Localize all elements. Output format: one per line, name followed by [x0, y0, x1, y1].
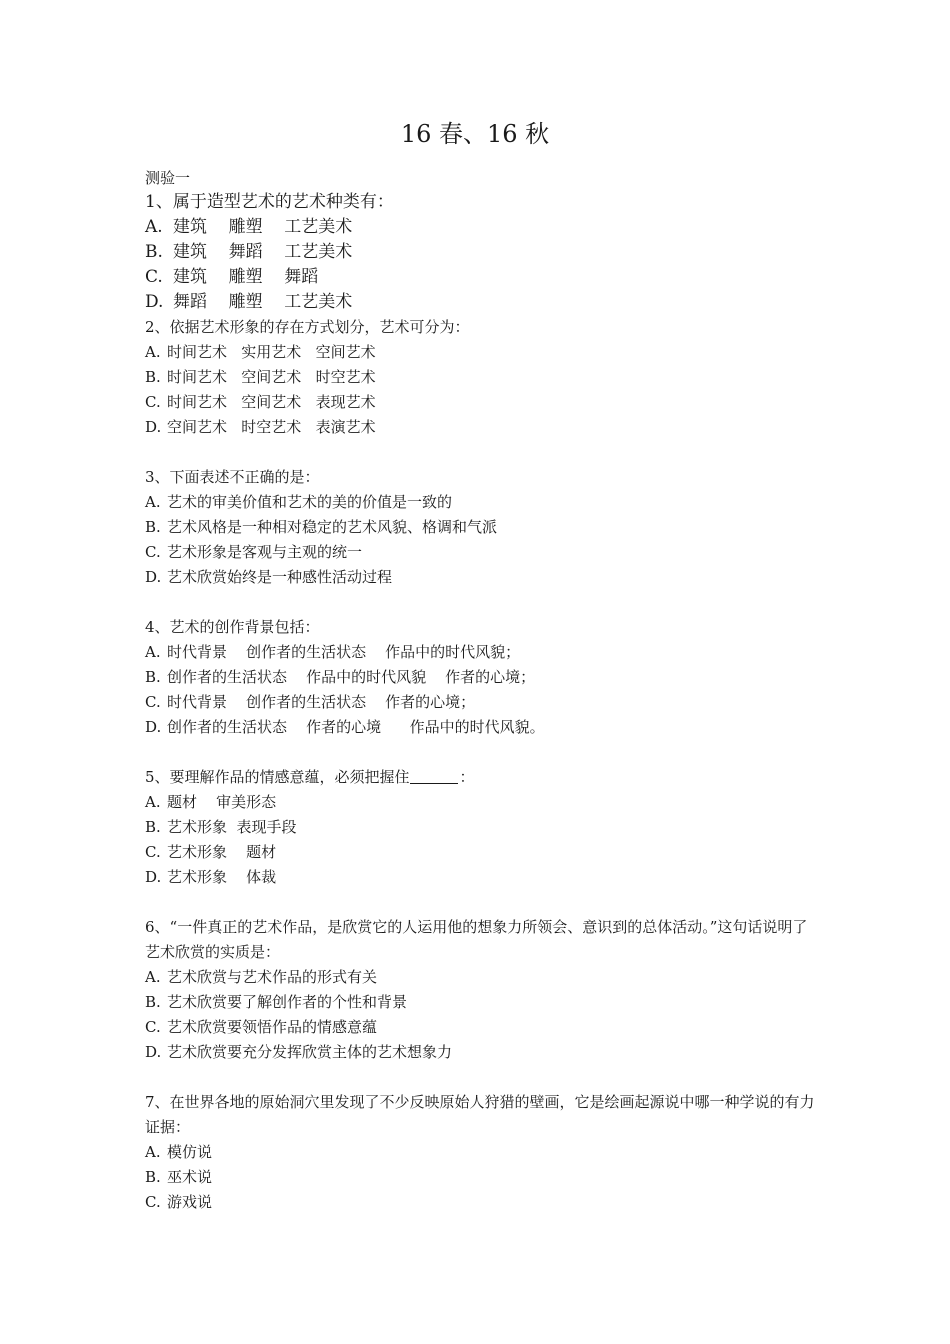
option-c — [145, 540, 815, 565]
stem-text: 5、要理解作品的情感意蕴，必须把握住 — [145, 768, 410, 786]
option-text: 空间艺术 时空艺术 表演艺术 — [167, 418, 376, 436]
question-stem: 7、在世界各地的原始洞穴里发现了不少反映原始人狩猎的壁画，它是绘画起源说中哪一种学说的有力证据： — [145, 1093, 815, 1136]
option-letter: A. — [145, 1143, 161, 1161]
document-title: 16 春、16 秋 — [400, 120, 550, 148]
option-text: 艺术的审美价值和艺术的美的价值是一致的 — [167, 493, 453, 511]
option-letter: D. — [145, 1043, 162, 1061]
spacer — [145, 890, 815, 915]
option-letter: D. — [145, 868, 162, 886]
option-c — [145, 265, 815, 290]
option-letter: C. — [145, 267, 163, 287]
option-letter: B. — [145, 518, 161, 536]
option-text: 艺术欣赏要了解创作者的个性和背景 — [167, 993, 408, 1011]
option-text: 建筑 舞蹈 工艺美术 — [173, 242, 353, 262]
option-d — [145, 565, 815, 590]
section-label: 测验一 — [145, 169, 191, 187]
option-text: 艺术欣赏要充分发挥欣赏主体的艺术想象力 — [167, 1043, 453, 1061]
option-text: 时间艺术 实用艺术 空间艺术 — [167, 343, 376, 361]
question-stem — [145, 765, 815, 790]
option-text: 艺术欣赏与艺术作品的形式有关 — [167, 968, 378, 986]
option-text: 艺术形象是客观与主观的统一 — [167, 543, 363, 561]
option-letter: B. — [145, 993, 161, 1011]
option-text: 时间艺术 空间艺术 时空艺术 — [167, 368, 376, 386]
option-text: 艺术欣赏要领悟作品的情感意蕴 — [167, 1018, 378, 1036]
question-stem: 4、艺术的创作背景包括： — [145, 618, 320, 636]
option-a — [145, 340, 815, 365]
option-c — [145, 1190, 815, 1215]
option-text: 时代背景 创作者的生活状态 作者的心境； — [167, 693, 476, 711]
option-c — [145, 840, 815, 865]
option-a — [145, 215, 815, 240]
option-letter: C. — [145, 1193, 161, 1211]
option-d — [145, 415, 815, 440]
answer-blank — [410, 767, 458, 784]
option-letter: A. — [145, 493, 161, 511]
option-letter: C. — [145, 693, 161, 711]
option-text: 艺术形象 体裁 — [167, 868, 277, 886]
option-letter: D. — [145, 718, 162, 736]
option-text: 建筑 雕塑 工艺美术 — [173, 217, 353, 237]
option-text: 创作者的生活状态 作品中的时代风貌 作者的心境； — [167, 668, 536, 686]
option-b — [145, 815, 815, 840]
option-d — [145, 290, 815, 315]
question-stem: 6、“一件真正的艺术作品，是欣赏它的人运用他的想象力所领会、意识到的总体活动。”这句话说明了艺术欣赏的实质是： — [145, 918, 808, 961]
question-2 — [145, 315, 815, 440]
option-letter: C. — [145, 843, 161, 861]
question-stem: 2、依据艺术形象的存在方式划分，艺术可分为： — [145, 318, 470, 336]
option-b — [145, 365, 815, 390]
option-c — [145, 1015, 815, 1040]
question-7 — [145, 1090, 815, 1215]
spacer — [145, 740, 815, 765]
option-text: 创作者的生活状态 作者的心境 作品中的时代风貌。 — [167, 718, 545, 736]
option-letter: D. — [145, 292, 164, 312]
option-text: 模仿说 — [167, 1143, 213, 1161]
option-a — [145, 640, 815, 665]
spacer — [145, 440, 815, 465]
option-letter: B. — [145, 818, 161, 836]
question-stem: 1、属于造型艺术的艺术种类有： — [145, 192, 394, 212]
option-b — [145, 665, 815, 690]
option-letter: B. — [145, 1168, 161, 1186]
stem-text-end: ： — [459, 768, 475, 786]
option-text: 游戏说 — [167, 1193, 213, 1211]
question-4 — [145, 615, 815, 740]
option-d — [145, 865, 815, 890]
option-text: 建筑 雕塑 舞蹈 — [173, 267, 319, 287]
option-letter: B. — [145, 368, 161, 386]
option-text: 艺术风格是一种相对稳定的艺术风貌、格调和气派 — [167, 518, 498, 536]
document-body — [145, 166, 815, 1215]
option-a — [145, 1140, 815, 1165]
question-5 — [145, 765, 815, 890]
option-d — [145, 715, 815, 740]
option-c — [145, 690, 815, 715]
spacer — [145, 1065, 815, 1090]
option-text: 题材 审美形态 — [167, 793, 277, 811]
option-letter: C. — [145, 543, 161, 561]
option-a — [145, 490, 815, 515]
question-1 — [145, 190, 815, 315]
option-d — [145, 1040, 815, 1065]
option-letter: D. — [145, 418, 162, 436]
option-c — [145, 390, 815, 415]
option-text: 艺术欣赏始终是一种感性活动过程 — [167, 568, 393, 586]
option-b — [145, 990, 815, 1015]
question-3 — [145, 465, 815, 590]
option-text: 时间艺术 空间艺术 表现艺术 — [167, 393, 376, 411]
option-letter: D. — [145, 568, 162, 586]
option-letter: A. — [145, 343, 161, 361]
option-text: 艺术形象 表现手段 — [167, 818, 297, 836]
option-letter: A. — [145, 217, 163, 237]
option-a — [145, 965, 815, 990]
option-letter: C. — [145, 393, 161, 411]
option-text: 艺术形象 题材 — [167, 843, 277, 861]
option-text: 巫术说 — [167, 1168, 213, 1186]
option-b — [145, 1165, 815, 1190]
option-letter: A. — [145, 968, 161, 986]
option-letter: A. — [145, 793, 161, 811]
option-b — [145, 240, 815, 265]
option-text: 时代背景 创作者的生活状态 作品中的时代风貌； — [167, 643, 521, 661]
option-text: 舞蹈 雕塑 工艺美术 — [173, 292, 353, 312]
option-letter: C. — [145, 1018, 161, 1036]
question-stem: 3、下面表述不正确的是： — [145, 468, 320, 486]
option-b — [145, 515, 815, 540]
option-letter: A. — [145, 643, 161, 661]
option-a — [145, 790, 815, 815]
option-letter: B. — [145, 668, 161, 686]
question-6 — [145, 915, 815, 1065]
option-letter: B. — [145, 242, 163, 262]
spacer — [145, 590, 815, 615]
